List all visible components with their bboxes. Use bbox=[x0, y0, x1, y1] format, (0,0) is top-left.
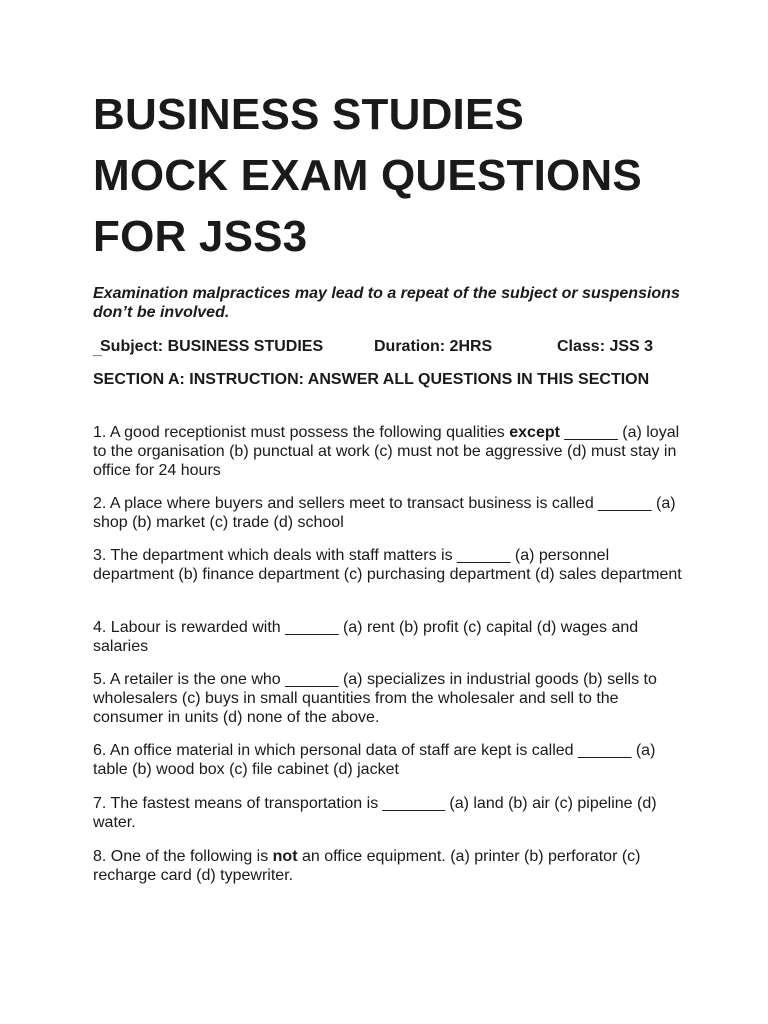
question-text: 6. An office material in which personal data of staff are kept is called ______ (a) table (b) wood box (c) file cabinet (d) jacket bbox=[93, 742, 656, 778]
malpractice-warning: Examination malpractices may lead to a repeat of the subject or suspensions don’t be involved. bbox=[93, 285, 680, 321]
title-line-3: FOR JSS3 bbox=[93, 212, 308, 261]
question-6 bbox=[93, 741, 683, 779]
subject-label: Subject: BUSINESS STUDIES bbox=[100, 338, 324, 355]
question-text: 2. A place where buyers and sellers meet to transact business is called ______ (a) shop (b) market (c) trade (d) school bbox=[93, 495, 676, 531]
title-line-1: BUSINESS STUDIES bbox=[93, 90, 525, 139]
question-text: 8. One of the following is bbox=[93, 848, 273, 865]
document-title bbox=[93, 84, 733, 267]
question-text: 1. A good receptionist must possess the following qualities bbox=[93, 424, 510, 441]
meta-underscore: _ bbox=[93, 341, 102, 358]
question-4 bbox=[93, 618, 683, 656]
question-text: 3. The department which deals with staff matters is ______ (a) personnel department (b) finance department (c) purchasing department (d) sales department bbox=[93, 547, 682, 583]
question-3 bbox=[93, 546, 683, 584]
question-text: 5. A retailer is the one who ______ (a) specializes in industrial goods (b) sells to wholesalers (c) buys in small quantities from the wholesaler and sell to the consumer in units (d) none of the above. bbox=[93, 671, 657, 726]
question-8 bbox=[93, 847, 683, 885]
class-label: Class: JSS 3 bbox=[557, 338, 654, 355]
exam-meta-line bbox=[93, 337, 693, 357]
question-emphasis: not bbox=[272, 848, 298, 865]
question-text: 7. The fastest means of transportation is _______ (a) land (b) air (c) pipeline (d) water. bbox=[93, 795, 657, 831]
question-emphasis: except bbox=[509, 424, 560, 441]
question-7 bbox=[93, 794, 683, 832]
question-text-continued: an office equipment. (a) printer (b) perforator (c) recharge card (d) typewriter. bbox=[93, 848, 641, 884]
question-text: 4. Labour is rewarded with ______ (a) rent (b) profit (c) capital (d) wages and salaries bbox=[93, 619, 639, 655]
title-line-2: MOCK EXAM QUESTIONS bbox=[93, 151, 642, 200]
question-1 bbox=[93, 423, 683, 480]
duration-label: Duration: 2HRS bbox=[374, 338, 493, 355]
question-5 bbox=[93, 670, 683, 727]
question-2 bbox=[93, 494, 683, 532]
question-text-continued: ______ (a) loyal to the organisation (b) punctual at work (c) must not be aggressive (d) must stay in office for 24 hours bbox=[93, 424, 680, 479]
section-instruction: SECTION A: INSTRUCTION: ANSWER ALL QUESTIONS IN THIS SECTION bbox=[93, 371, 650, 388]
